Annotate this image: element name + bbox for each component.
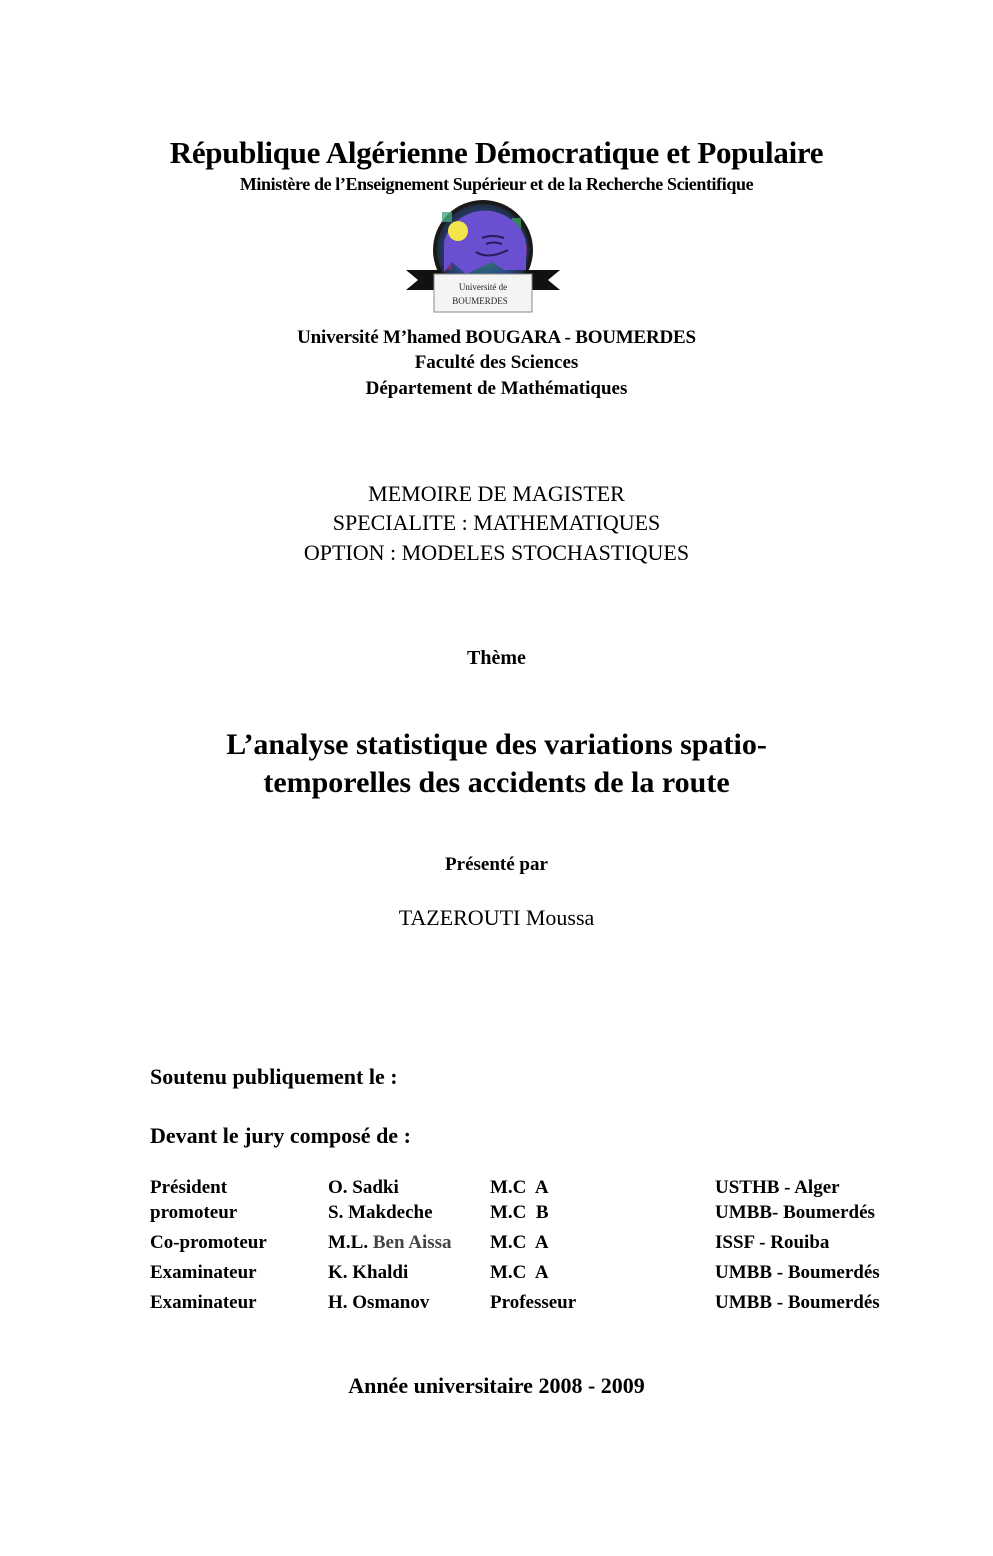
jury-name-surname: Khaldi [352,1262,409,1283]
jury-role: Examinateur [150,1262,257,1283]
jury-name-initials: S. [328,1202,344,1223]
jury-name [328,1292,429,1314]
jury-name [328,1177,399,1199]
faculty-name: Faculté des Sciences [414,352,579,373]
degree-type: MEMOIRE DE MAGISTER [368,481,625,506]
presented-by-label: Présenté par [445,854,548,875]
republic-title: République Algérienne Démocratique et Populaire [169,135,824,170]
jury-institution: ISSF - Rouiba [715,1232,830,1253]
jury-name-initials: K. [328,1262,348,1283]
jury-grade: Professeur [490,1292,577,1313]
jury-grade: M.C A [490,1177,549,1198]
author-name: TAZEROUTI Moussa [398,905,595,930]
jury-name-surname: Sadki [352,1177,399,1198]
jury-name-surname: Osmanov [352,1292,430,1313]
university-logo [404,200,562,316]
ministry-subtitle: Ministère de l’Enseignement Supérieur et de la Recherche Scientifique [239,174,754,194]
jury-institution: UMBB- Boumerdés [715,1202,875,1223]
jury-name [328,1232,452,1254]
jury-role: Co-promoteur [150,1232,267,1253]
jury-name-initials: O. [328,1177,348,1198]
jury-name-initials: H. [328,1292,348,1313]
academic-year: Année universitaire 2008 - 2009 [348,1373,645,1398]
jury-grade: M.C A [490,1232,549,1253]
logo-text-line2: BOUMERDES [452,296,508,306]
jury-role: Président [150,1177,228,1198]
jury-label: Devant le jury composé de : [150,1123,411,1148]
jury-row [0,1232,993,1256]
degree-option: OPTION : MODELES STOCHASTIQUES [303,540,690,565]
university-name: Université M’hamed BOUGARA - BOUMERDES [297,327,696,348]
jury-grade: M.C A [490,1262,549,1283]
jury-name-initials: M.L. [328,1232,369,1253]
defense-date-label: Soutenu publiquement le : [150,1064,398,1089]
jury-institution: USTHB - Alger [715,1177,840,1198]
jury-name [328,1202,433,1224]
department-name: Département de Mathématiques [365,378,628,399]
university-logo-icon [404,200,562,316]
jury-row [0,1262,993,1286]
thesis-title-line2: temporelles des accidents de la route [263,766,730,799]
jury-role: Examinateur [150,1292,257,1313]
degree-specialty: SPECIALITE : MATHEMATIQUES [332,510,661,535]
jury-name [328,1262,408,1284]
jury-grade: M.C B [490,1202,549,1223]
jury-role: promoteur [150,1202,238,1223]
jury-row [0,1177,993,1201]
thesis-title-line1: L’analyse statistique des variations spatio- [226,728,767,761]
jury-row [0,1292,993,1316]
jury-institution: UMBB - Boumerdés [715,1292,880,1313]
jury-name-surname: Makdeche [348,1202,433,1223]
logo-text-line1: Université de [458,282,508,292]
jury-institution: UMBB - Boumerdés [715,1262,880,1283]
jury-name-surname: Ben Aissa [372,1232,452,1253]
theme-label: Thème [467,647,526,669]
jury-row [0,1202,993,1226]
